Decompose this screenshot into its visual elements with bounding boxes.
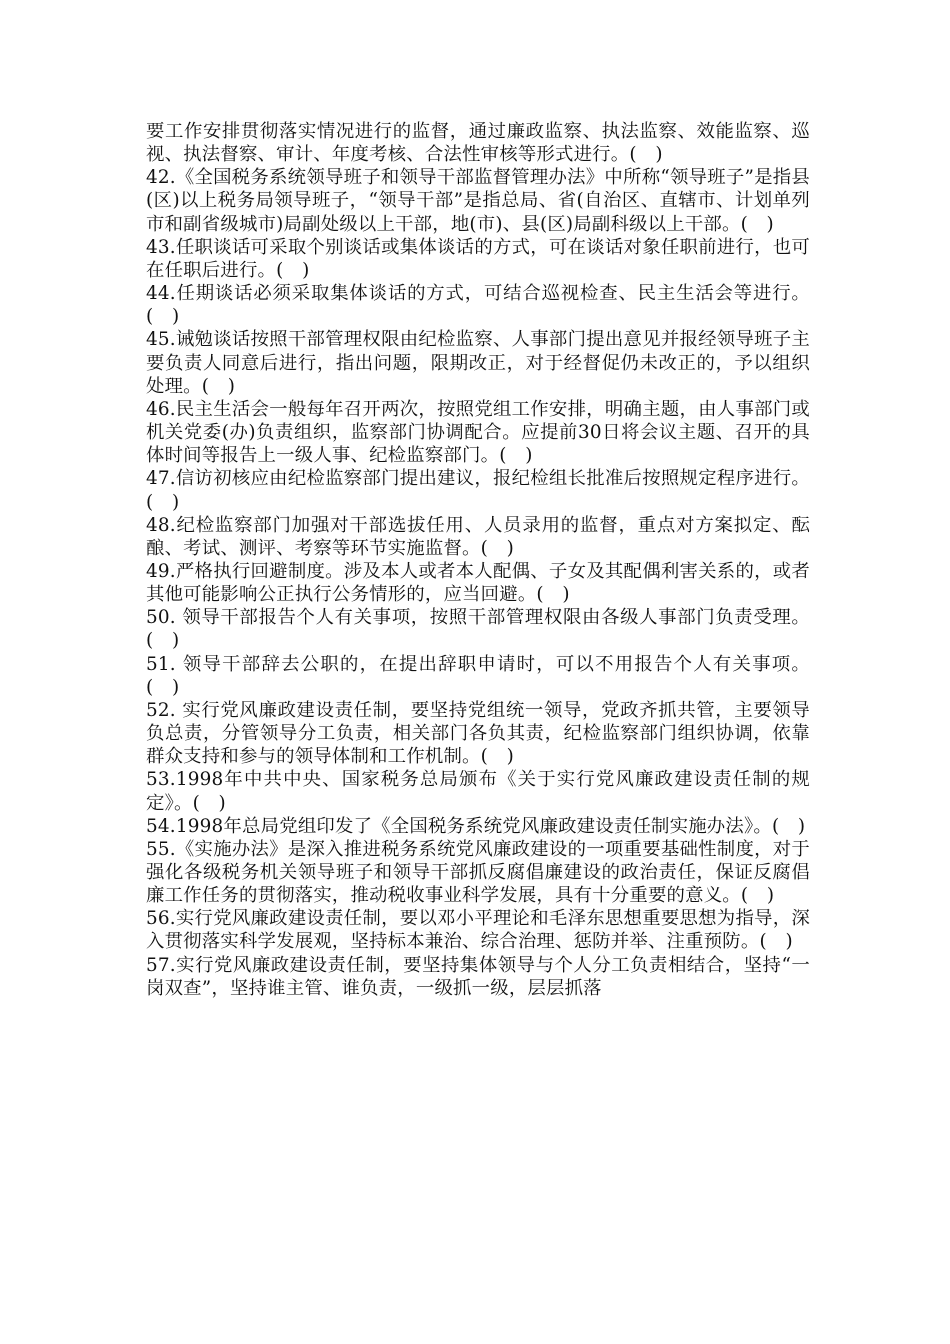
question-57: 57.实行党风廉政建设责任制，要坚持集体领导与个人分工负责相结合，坚持“一岗双查”，坚持谁主管、谁负责，一级抓一级，层层抓落 xyxy=(146,954,810,999)
question-50: 50. 领导干部报告个人有关事项，按照干部管理权限由各级人事部门负责受理。( ) xyxy=(146,607,810,652)
question-54: 54.1998年总局党组印发了《全国税务系统党风廉政建设责任制实施办法》。( ) xyxy=(146,815,806,837)
question-49: 49.严格执行回避制度。涉及本人或者本人配偶、子女及其配偶利害关系的，或者其他可能影响公正执行公务情形的，应当回避。( ) xyxy=(146,560,810,606)
question-55: 55.《实施办法》是深入推进税务系统党风廉政建设的一项重要基础性制度，对于强化各级税务机关领导班子和领导干部抓反腐倡廉建设的政治责任，保证反腐倡廉工作任务的贯彻落实，推动税收事业科学发展，具有十分重要的意义。( ) xyxy=(146,838,810,907)
question-51: 51. 领导干部辞去公职的，在提出辞职申请时，可以不用报告个人有关事项。( ) xyxy=(146,653,810,698)
question-44: 44.任期谈话必须采取集体谈话的方式，可结合巡视检查、民主生活会等进行。( ) xyxy=(146,283,810,328)
question-53: 53.1998年中共中央、国家税务总局颁布《关于实行党风廉政建设责任制的规定》。( ) xyxy=(146,769,810,814)
question-56: 56.实行党风廉政建设责任制，要以邓小平理论和毛泽东思想重要思想为指导，深入贯彻落实科学发展观，坚持标本兼治、综合治理、惩防并举、注重预防。( ) xyxy=(146,908,810,953)
question-48: 48.纪检监察部门加强对干部选拔任用、人员录用的监督，重点对方案拟定、酝酿、考试、测评、考察等环节实施监督。( ) xyxy=(146,514,810,559)
question-46: 46.民主生活会一般每年召开两次，按照党组工作安排，明确主题，由人事部门或机关党委(办)负责组织，监察部门协调配合。应提前30日将会议主题、召开的具体时间等报告上一级人事、纪检监察部门。( ) xyxy=(146,398,810,467)
document-page xyxy=(146,120,810,1000)
question-47: 47.信访初核应由纪检监察部门提出建议，报纪检组长批准后按照规定程序进行。( ) xyxy=(146,468,810,513)
question-45: 45.诫勉谈话按照干部管理权限由纪检监察、人事部门提出意见并报经领导班子主要负责人同意后进行，指出问题，限期改正，对于经督促仍未改正的，予以组织处理。( ) xyxy=(146,329,810,397)
question-43: 43.任职谈话可采取个别谈话或集体谈话的方式，可在谈话对象任职前进行，也可在任职后进行。( ) xyxy=(146,236,810,281)
question-text-continued: 要工作安排贯彻落实情况进行的监督，通过廉政监察、执法监察、效能监察、巡视、执法督察、审计、年度考核、合法性审核等形式进行。( ) xyxy=(146,121,810,166)
question-42: 42.《全国税务系统领导班子和领导干部监督管理办法》中所称“领导班子”是指县(区)以上税务局领导班子，“领导干部”是指总局、省(自治区、直辖市、计划单列市和副省级城市)局副处级以上干部，地(市)、县(区)局副科级以上干部。( ) xyxy=(146,167,810,235)
question-52: 52. 实行党风廉政建设责任制，要坚持党组统一领导，党政齐抓共管，主要领导负总责，分管领导分工负责，相关部门各负其责，纪检监察部门组织协调，依靠群众支持和参与的领导体制和工作机制。( ) xyxy=(146,699,810,768)
